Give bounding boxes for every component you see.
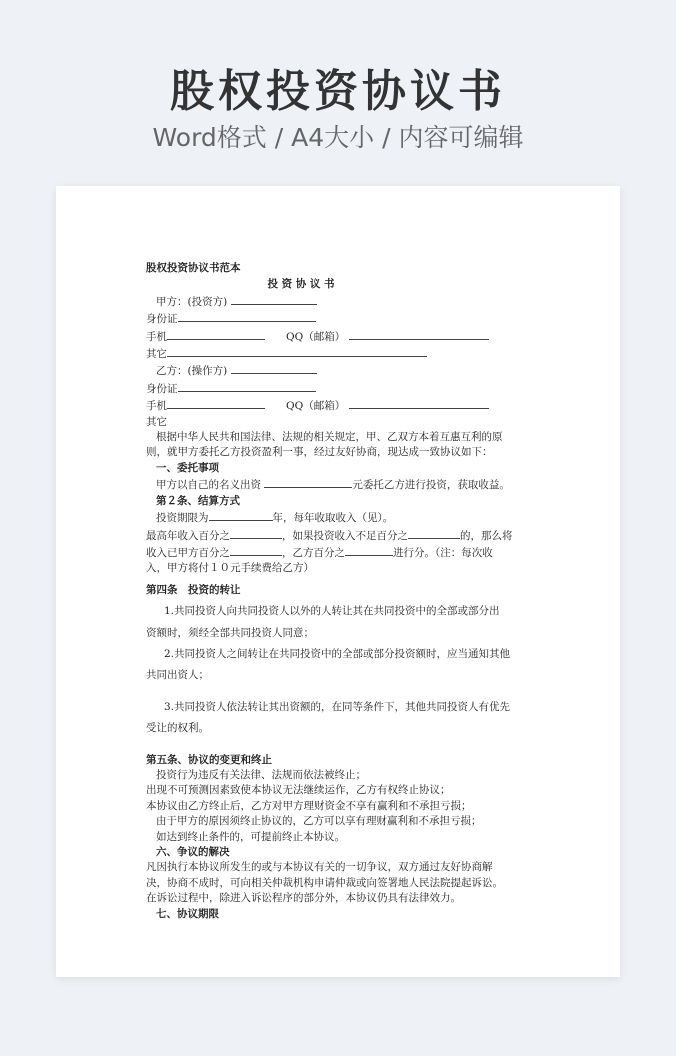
party-a-qq-blank (349, 328, 489, 340)
section-1-text-a: 甲方以自己的名义出资 (156, 479, 261, 492)
party-b-other-line (146, 415, 546, 430)
max-percent-blank (230, 527, 282, 539)
section-2-line-1-a: 投资期限为 (156, 512, 209, 525)
party-a-other-line (146, 345, 546, 362)
party-b-label: 乙方：(操作方) (156, 365, 228, 378)
party-b-id-line (146, 380, 546, 397)
intro-line-1: 根据中华人民共和国法律、法规的相关规定，甲、乙双方本着互惠互利的原 (156, 431, 503, 444)
section-1-title: 一、委托事项 (156, 461, 219, 474)
section-2-line-1 (146, 509, 546, 526)
section-6-line-3: 在诉讼过程中，除进入诉讼程序的部分外，本协议仍具有法律效力。 (146, 892, 461, 905)
section-4-p2-l1: 2.共同投资人之间转让在共同投资中的全部或部分投资额时，应当通知其他 (164, 647, 511, 660)
amount-blank (264, 476, 352, 488)
section-7-title: 七、协议期限 (156, 907, 219, 920)
section-2-line-2-c: 的，那么将 (460, 529, 513, 542)
document-title: 投 资 协 议 书 (267, 278, 335, 291)
party-a-line (146, 293, 546, 310)
party-b-id-blank (178, 380, 316, 392)
party-a-blank (231, 293, 317, 305)
section-4-p3-l2: 受让的权利。 (146, 722, 209, 735)
section-2-line-2 (146, 527, 546, 544)
party-a-other-blank (167, 345, 427, 357)
party-b-line (146, 362, 546, 379)
party-a-percent-blank (230, 544, 282, 556)
party-a-label: 甲方：(投资方) (156, 295, 228, 308)
section-2-line-2-a: 最高年收入百分之 (146, 529, 230, 542)
section-6-title: 六、争议的解决 (156, 846, 230, 858)
banner-subtitle: Word格式 / A4大小 / 内容可编辑 (152, 123, 524, 152)
section-2-line-3-b: ，乙方百分之 (282, 546, 345, 559)
party-b-other-label: 其它 (146, 415, 167, 428)
party-a-other-label: 其它 (146, 348, 167, 361)
party-b-qq-blank (349, 397, 489, 409)
section-5-title: 第五条、协议的变更和终止 (146, 753, 272, 766)
section-5-line-3: 本协议由乙方终止后，乙方对甲方理财资金不享有赢利和不承担亏损； (146, 799, 472, 812)
term-blank (209, 509, 273, 521)
section-5-line-5: 如达到终止条件的，可提前终止本协议。 (156, 830, 345, 843)
min-percent-blank (408, 527, 460, 539)
section-2-line-3-a: 收入已甲方百分之 (146, 546, 230, 559)
party-a-id-blank (178, 310, 316, 322)
intro-line-2: 则，就甲方委托乙方投资盈利一事，经过友好协商，现达成一致协议如下： (146, 446, 493, 459)
section-1-text-b: 元委托乙方进行投资，获取收益。 (352, 479, 510, 492)
section-4-p1-l2: 资额时，须经全部共同投资人同意； (146, 626, 314, 639)
party-b-id-label: 身份证 (146, 382, 178, 395)
section-4-p2-l2: 共同出资人； (146, 669, 209, 682)
section-4-title: 第四条 投资的转让 (146, 583, 241, 596)
party-b-percent-blank (345, 544, 393, 556)
party-b-phone-blank (167, 397, 265, 409)
party-b-phone-label: 手机 (146, 400, 167, 413)
party-a-phone-blank (167, 328, 265, 340)
section-1-text (146, 476, 546, 493)
party-a-id-label: 身份证 (146, 313, 178, 326)
document-heading: 股权投资协议书范本 (146, 262, 241, 274)
section-6-line-2: 决，协商不成时，可向相关仲裁机构申请仲裁或向签署地人民法院提起诉讼。 (146, 876, 503, 889)
party-a-phone-label: 手机 (146, 330, 167, 343)
section-2-line-3-c: 进行分。（注：每次收 (393, 546, 493, 559)
section-2-line-2-b: ，如果投资收入不足百分之 (282, 529, 408, 542)
document-page (56, 186, 620, 977)
document-body (146, 261, 546, 922)
section-4-p1-l1: 1.共同投资人向共同投资人以外的人转让其在共同投资中的全部或部分出 (164, 605, 500, 618)
section-6-line-1: 凡因执行本协议所发生的或与本协议有关的一切争议，双方通过友好协商解 (146, 861, 493, 874)
section-5-line-4: 由于甲方的原因须终止协议的，乙方可以享有理财赢利和不承担亏损； (156, 815, 482, 828)
party-a-phone-line (146, 328, 546, 345)
section-2-line-3 (146, 544, 546, 561)
party-b-qq-label: QQ（邮箱） (286, 400, 346, 413)
section-2-line-4: 入，甲方将付１０元手续费给乙方） (146, 562, 314, 575)
party-a-qq-label: QQ（邮箱） (286, 330, 346, 343)
section-2-title: 第２条、结算方式 (156, 494, 240, 507)
section-5-line-2: 出现不可预测因素致使本协议无法继续运作，乙方有权终止协议； (146, 784, 451, 797)
banner-title: 股权投资协议书 (170, 66, 506, 117)
party-b-blank (231, 362, 317, 374)
party-a-id-line (146, 310, 546, 327)
section-5-line-1: 投资行为违反有关法律、法规而依法被终止； (156, 768, 366, 781)
party-b-phone-line (146, 397, 546, 414)
section-4-p3-l1: 3.共同投资人依法转让其出资额的，在同等条件下，其他共同投资人有优先 (164, 700, 511, 713)
section-2-line-1-b: 年，每年收取收入（见）。 (272, 512, 394, 525)
